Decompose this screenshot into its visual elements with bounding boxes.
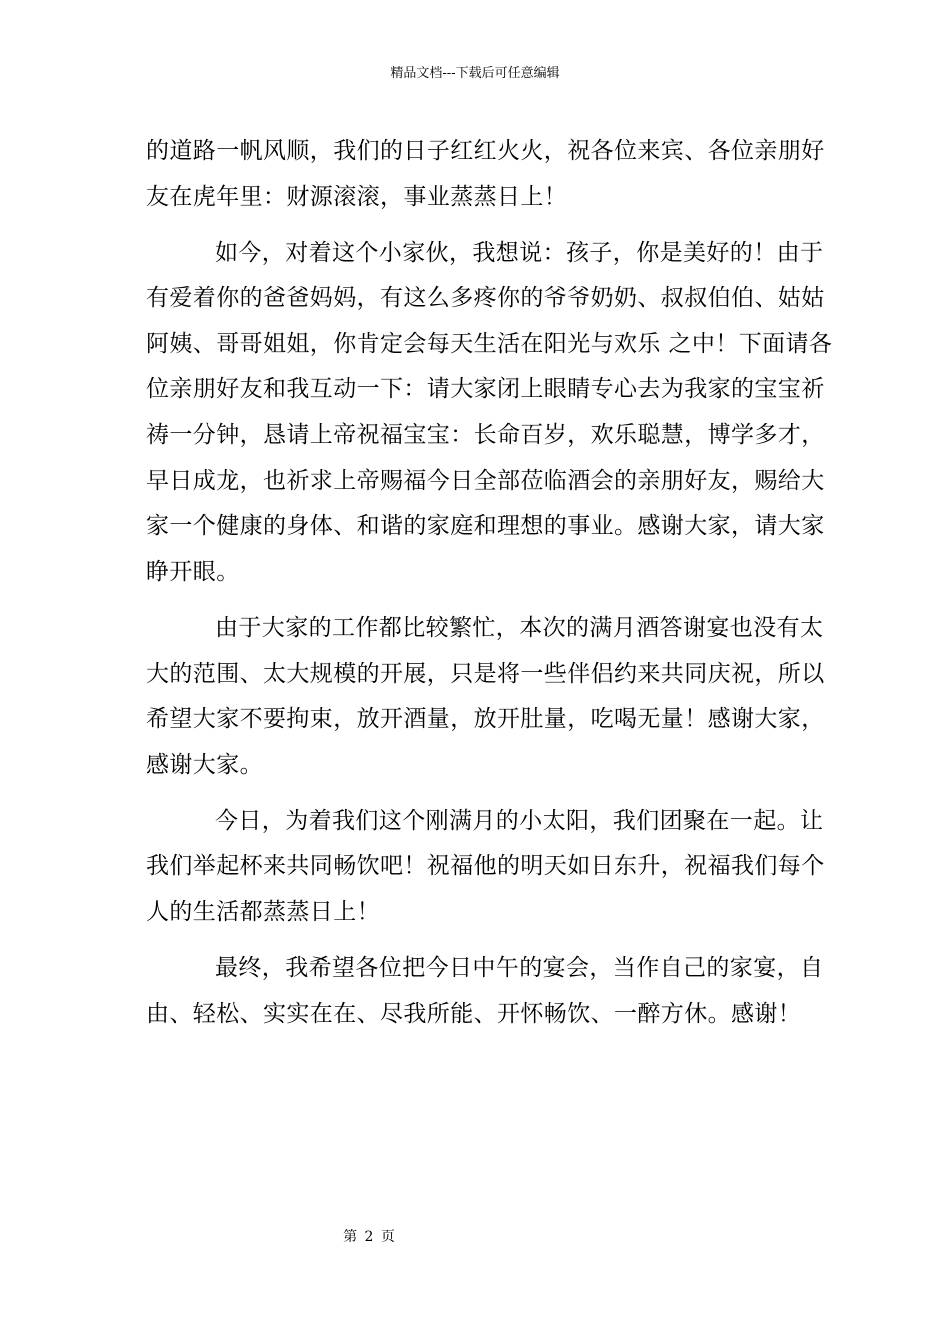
text-line: 人的生活都蒸蒸日上！ xyxy=(146,899,380,925)
text-line: 希望大家不要拘束，放开酒量，放开肚量，吃喝无量！感谢大家， xyxy=(146,706,825,733)
text-line: 睁开眼。 xyxy=(146,558,240,585)
text-line: 有爱着你的爸爸妈妈，有这么多疼你的爷爷奶奶、叔叔伯伯、姑姑 xyxy=(146,285,825,312)
document-body xyxy=(146,129,833,1037)
text-line: 最终，我希望各位把今日中午的宴会，当作自己的家宴，自 xyxy=(215,955,824,982)
paragraph xyxy=(146,129,825,220)
text-line: 的道路一帆风顺，我们的日子红红火火，祝各位来宾、各位亲朋好 xyxy=(146,138,825,164)
paragraph xyxy=(146,231,833,596)
text-line: 由、轻松、实实在在、尽我所能、开怀畅饮、一醉方休。感谢！ xyxy=(146,1000,802,1027)
text-line: 今日，为着我们这个刚满月的小太阳，我们团聚在一起。让 xyxy=(215,807,824,834)
page-number: 第 2 页 xyxy=(343,1229,395,1245)
text-line: 如今，对着这个小家伙，我想说：孩子，你是美好的！由于 xyxy=(215,239,824,266)
text-line: 我们举起杯来共同畅饮吧！祝福他的明天如日东升，祝福我们每个 xyxy=(146,853,825,880)
text-line: 友在虎年里：财源滚滚，事业蒸蒸日上！ xyxy=(146,183,568,210)
text-line: 感谢大家。 xyxy=(146,751,263,778)
paragraph xyxy=(146,799,825,936)
text-line: 家一个健康的身体、和谐的家庭和理想的事业。感谢大家，请大家 xyxy=(146,513,825,540)
paragraph xyxy=(146,606,825,788)
text-line: 大的范围、太大规模的开展，只是将一些伴侣约来共同庆祝，所以 xyxy=(146,660,825,687)
text-line: 早日成龙，也祈求上帝赐福今日全部莅临酒会的亲朋好友，赐给大 xyxy=(146,467,825,494)
page-header: 精品文档---下载后可任意编辑 xyxy=(390,66,560,81)
text-line: 阿姨、哥哥姐姐，你肯定会每天生活在阳光与欢乐 之中！下面请各 xyxy=(146,330,833,357)
text-line: 由于大家的工作都比较繁忙，本次的满月酒答谢宴也没有太 xyxy=(215,614,824,641)
paragraph xyxy=(146,946,824,1037)
text-line: 位亲朋好友和我互动一下：请大家闭上眼睛专心去为我家的宝宝祈 xyxy=(146,376,825,403)
text-line: 祷一分钟，恳请上帝祝福宝宝：长命百岁，欢乐聪慧，博学多才， xyxy=(146,422,825,449)
